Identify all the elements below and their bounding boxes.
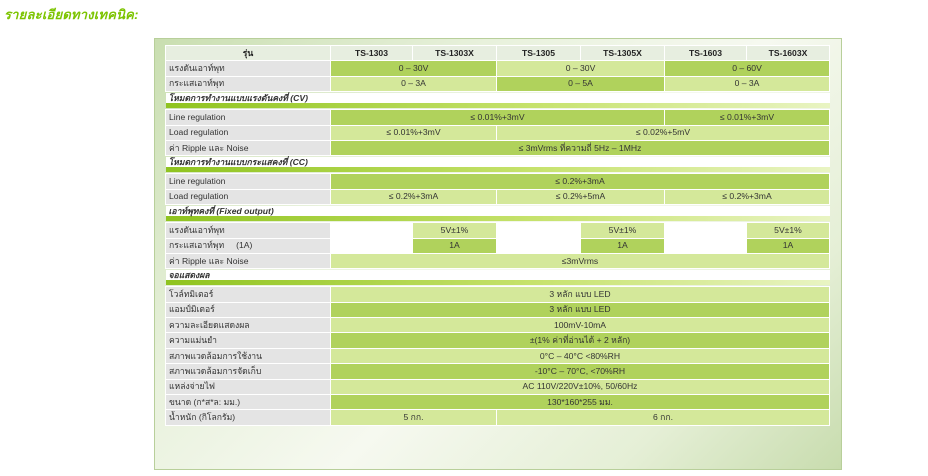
table-row xyxy=(166,410,830,425)
row-label: แรงดันเอาท์พุท xyxy=(166,61,331,76)
row-label: Load regulation xyxy=(166,125,331,140)
cell-value: ≤ 0.01%+3mV xyxy=(331,125,497,140)
model-name: TS-1303X xyxy=(413,46,497,61)
section-header-cv xyxy=(166,92,830,110)
row-label: ค่า Ripple และ Noise xyxy=(166,253,331,268)
section-title: จอแสดงผล xyxy=(166,270,830,280)
table-row xyxy=(166,125,830,140)
cell-value: 0 – 3A xyxy=(665,76,830,91)
table-row xyxy=(166,223,830,238)
row-label: ความละเอียดแสดงผล xyxy=(166,318,331,333)
section-header-cc xyxy=(166,156,830,174)
section-title: โหมดการทำงานแบบแรงดันคงที่ (CV) xyxy=(166,93,830,103)
section-title: โหมดการทำงานแบบกระแสคงที่ (CC) xyxy=(166,157,830,167)
row-label: น้ำหนัก (กิโลกรัม) xyxy=(166,410,331,425)
model-name: TS-1603X xyxy=(747,46,830,61)
row-label: ขนาด (ก*ส*ล: มม.) xyxy=(166,395,331,410)
cell-value: 0 – 5A xyxy=(497,76,665,91)
section-title: เอาท์พุทคงที่ (Fixed output) xyxy=(166,206,830,216)
table-row xyxy=(166,302,830,317)
row-label: Line regulation xyxy=(166,110,331,125)
cell-value: 0 – 30V xyxy=(331,61,497,76)
cell-value: 100mV-10mA xyxy=(331,318,830,333)
cell-value: 1A xyxy=(747,238,830,253)
table-row xyxy=(166,333,830,348)
cell-value: ≤ 0.2%+3mA xyxy=(331,174,830,189)
table-row xyxy=(166,318,830,333)
row-label: กระแสเอาท์พุท xyxy=(166,76,331,91)
section-header-fixed xyxy=(166,205,830,223)
empty-cell xyxy=(497,238,581,253)
cell-value: 6 กก. xyxy=(497,410,830,425)
table-row xyxy=(166,364,830,379)
cell-value: 0 – 60V xyxy=(665,61,830,76)
cell-value: 5V±1% xyxy=(581,223,665,238)
model-name: TS-1305 xyxy=(497,46,581,61)
cell-value: -10°C – 70°C, <70%RH xyxy=(331,364,830,379)
row-label: โวล์ทมิเตอร์ xyxy=(166,287,331,302)
cell-value: 5V±1% xyxy=(747,223,830,238)
section-divider xyxy=(166,216,830,221)
model-name: TS-1303 xyxy=(331,46,413,61)
cell-value: ≤ 0.2%+5mA xyxy=(497,189,665,204)
cell-value: ≤ 0.02%+5mV xyxy=(497,125,830,140)
cell-value: ±(1% ค่าที่อ่านได้ + 2 หลัก) xyxy=(331,333,830,348)
table-row xyxy=(166,348,830,363)
model-name: TS-1603 xyxy=(665,46,747,61)
row-label: แรงดันเอาท์พุท xyxy=(166,223,331,238)
cell-value: 3 หลัก แบบ LED xyxy=(331,287,830,302)
table-row xyxy=(166,140,830,155)
row-label: แอมป์มิเตอร์ xyxy=(166,302,331,317)
cell-value: ≤ 0.2%+3mA xyxy=(331,189,497,204)
row-label: ความแม่นยำ xyxy=(166,333,331,348)
table-row xyxy=(166,174,830,189)
table-row xyxy=(166,253,830,268)
page-heading: รายละเอียดทางเทคนิค: xyxy=(4,7,139,22)
table-header-row xyxy=(166,46,830,61)
section-divider xyxy=(166,167,830,172)
cell-value: ≤3mVrms xyxy=(331,253,830,268)
table-row xyxy=(166,287,830,302)
empty-cell xyxy=(665,238,747,253)
cell-value: 3 หลัก แบบ LED xyxy=(331,302,830,317)
row-label: Line regulation xyxy=(166,174,331,189)
table-row xyxy=(166,379,830,394)
model-header-label: รุ่น xyxy=(166,46,331,61)
row-label: Load regulation xyxy=(166,189,331,204)
cell-value: ≤ 0.2%+3mA xyxy=(665,189,830,204)
section-divider xyxy=(166,280,830,285)
section-header-display xyxy=(166,269,830,287)
row-label: แหล่งจ่ายไฟ xyxy=(166,379,331,394)
cell-value: AC 110V/220V±10%, 50/60Hz xyxy=(331,379,830,394)
cell-value: 1A xyxy=(413,238,497,253)
row-label: กระแสเอาท์พุท (1A) xyxy=(166,238,331,253)
empty-cell xyxy=(665,223,747,238)
table-row xyxy=(166,76,830,91)
empty-cell xyxy=(331,223,413,238)
table-row xyxy=(166,189,830,204)
section-divider xyxy=(166,103,830,108)
cell-value: 5 กก. xyxy=(331,410,497,425)
row-label: สภาพแวดล้อมการใช้งาน xyxy=(166,348,331,363)
cell-value: 0°C – 40°C <80%RH xyxy=(331,348,830,363)
table-row xyxy=(166,395,830,410)
cell-value: 5V±1% xyxy=(413,223,497,238)
cell-value: ≤ 0.01%+3mV xyxy=(665,110,830,125)
cell-value: 1A xyxy=(581,238,665,253)
cell-value: 130*160*255 มม. xyxy=(331,395,830,410)
empty-cell xyxy=(497,223,581,238)
row-label: สภาพแวดล้อมการจัดเก็บ xyxy=(166,364,331,379)
table-row xyxy=(166,238,830,253)
table-row xyxy=(166,110,830,125)
empty-cell xyxy=(331,238,413,253)
model-name: TS-1305X xyxy=(581,46,665,61)
cell-value: 0 – 30V xyxy=(497,61,665,76)
cell-value: ≤ 3mVrms ที่ความถี่ 5Hz – 1MHz xyxy=(331,140,830,155)
spec-table xyxy=(165,45,830,426)
table-row xyxy=(166,61,830,76)
row-label: ค่า Ripple และ Noise xyxy=(166,140,331,155)
cell-value: 0 – 3A xyxy=(331,76,497,91)
cell-value: ≤ 0.01%+3mV xyxy=(331,110,665,125)
